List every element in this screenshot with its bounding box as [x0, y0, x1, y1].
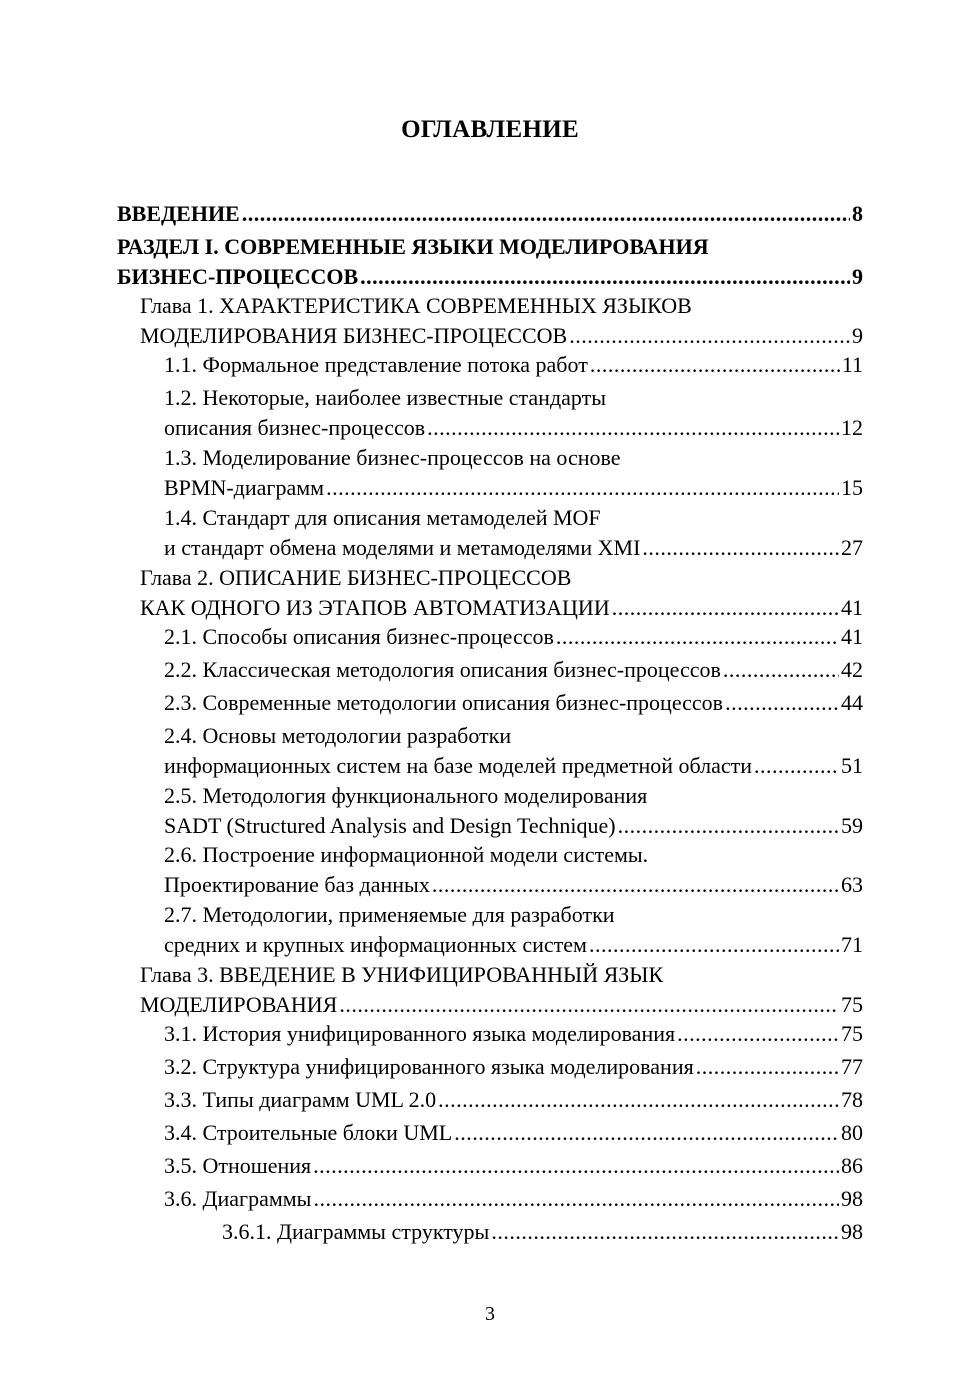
toc-leader-dots: [589, 930, 839, 960]
toc-entry-3-6[interactable]: [164, 1184, 863, 1214]
toc-leader-dots: [642, 533, 839, 563]
toc-entry-title: МОДЕЛИРОВАНИЯ БИЗНЕС-ПРОЦЕССОВ: [140, 323, 568, 348]
toc-page-number: 86: [841, 1153, 863, 1178]
toc-entry-1-4[interactable]: [164, 503, 863, 563]
toc-entry-title: 3.4. Строительные блоки UML: [164, 1120, 453, 1145]
toc-leader-dots: [590, 350, 840, 380]
toc-page-number: 15: [841, 475, 863, 500]
toc-entry-title: 3.1. История унифицированного языка моделирования: [164, 1021, 676, 1046]
toc-page-number: 63: [841, 872, 863, 897]
toc-entry-title: 2.3. Современные методологии описания бизнес-процессов: [164, 690, 724, 715]
toc-entry-chapter-3[interactable]: [140, 960, 863, 1020]
toc-entry-introduction[interactable]: [117, 199, 863, 229]
toc-page-number: 98: [841, 1219, 863, 1244]
toc-entry-title: МОДЕЛИРОВАНИЯ: [140, 992, 338, 1017]
toc-leader-dots: [326, 473, 839, 503]
toc-entry-title: SADT (Structured Analysis and Design Technique): [164, 813, 616, 838]
toc-page-number: 78: [841, 1087, 863, 1112]
toc-entry-title-line: 2.5. Методология функционального моделирования: [164, 783, 648, 808]
toc-entry-title: Проектирование баз данных: [164, 872, 430, 897]
toc-entry-title-line: РАЗДЕЛ I. СОВРЕМЕННЫЕ ЯЗЫКИ МОДЕЛИРОВАНИЯ: [117, 234, 709, 259]
toc-entry-3-5[interactable]: [164, 1151, 863, 1181]
toc-leader-dots: [754, 751, 839, 781]
toc-leader-dots: [725, 688, 839, 718]
toc-entry-title-line: 2.6. Построение информационной модели системы.: [164, 842, 649, 867]
toc-leader-dots: [360, 262, 850, 292]
toc-leader-dots: [339, 990, 839, 1020]
toc-entry-1-1[interactable]: [164, 350, 863, 380]
toc-entry-3-3[interactable]: [164, 1085, 863, 1115]
toc-entry-1-3[interactable]: [164, 443, 863, 503]
toc-page-number: 8: [852, 201, 863, 226]
toc-page-number: 41: [841, 595, 863, 620]
toc-entry-title: 3.3. Типы диаграмм UML 2.0: [164, 1087, 437, 1112]
toc-page-number: 59: [841, 813, 863, 838]
toc-entry-1-2[interactable]: [164, 383, 863, 443]
toc-entry-2-4[interactable]: [164, 721, 863, 781]
toc-entry-title-line: 2.4. Основы методологии разработки: [164, 723, 512, 748]
toc-page-number: 44: [841, 690, 863, 715]
toc-entry-title: описания бизнес-процессов: [164, 415, 426, 440]
toc-entry-title-line: 1.4. Стандарт для описания метамоделей MOF: [164, 505, 601, 530]
toc-leader-dots: [556, 622, 839, 652]
toc-leader-dots: [427, 413, 839, 443]
toc-entry-section-1[interactable]: [117, 232, 863, 292]
toc-entry-2-5[interactable]: [164, 781, 863, 841]
toc-entry-chapter-2[interactable]: [140, 563, 863, 623]
toc-entry-2-1[interactable]: [164, 622, 863, 652]
toc-page-number: 71: [841, 932, 863, 957]
toc-entry-3-4[interactable]: [164, 1118, 863, 1148]
toc-entry-title: информационных систем на базе моделей предметной области: [164, 753, 753, 778]
toc-page-number: 12: [841, 415, 863, 440]
toc-entry-2-2[interactable]: [164, 655, 863, 685]
toc-entry-chapter-1[interactable]: [140, 291, 863, 351]
toc-entry-3-2[interactable]: [164, 1052, 863, 1082]
toc-page-number: 80: [841, 1120, 863, 1145]
toc-entry-title: BPMN-диаграмм: [164, 475, 325, 500]
toc-entry-title: КАК ОДНОГО ИЗ ЭТАПОВ АВТОМАТИЗАЦИИ: [140, 595, 610, 620]
toc-entry-3-1[interactable]: [164, 1019, 863, 1049]
toc-leader-dots: [696, 1052, 839, 1082]
toc-entry-title: 3.6.1. Диаграммы структуры: [222, 1219, 490, 1244]
toc-leader-dots: [454, 1118, 839, 1148]
toc-page-number: 98: [841, 1186, 863, 1211]
toc-entry-title: 2.1. Способы описания бизнес-процессов: [164, 624, 554, 649]
toc-page-number: 11: [841, 352, 863, 377]
toc-entry-2-3[interactable]: [164, 688, 863, 718]
toc-leader-dots: [569, 321, 850, 351]
toc-leader-dots: [438, 1085, 839, 1115]
toc-entry-2-6[interactable]: [164, 840, 863, 900]
toc-leader-dots: [313, 1184, 839, 1214]
toc-page-number: 51: [841, 753, 863, 778]
toc-entry-title: БИЗНЕС-ПРОЦЕССОВ: [117, 264, 359, 289]
toc-page-number: 42: [841, 657, 863, 682]
toc-leader-dots: [313, 1151, 839, 1181]
toc-page-number: 75: [841, 1021, 863, 1046]
toc-leader-dots: [677, 1019, 839, 1049]
page-title: ОГЛАВЛЕНИЕ: [401, 116, 579, 143]
toc-leader-dots: [491, 1217, 839, 1247]
toc-entry-2-7[interactable]: [164, 900, 863, 960]
toc-leader-dots: [242, 199, 850, 229]
toc-entry-title: 3.6. Диаграммы: [164, 1186, 312, 1211]
toc-entry-title: ВВЕДЕНИЕ: [117, 201, 240, 226]
toc-leader-dots: [432, 870, 839, 900]
toc-entry-title-line: Глава 2. ОПИСАНИЕ БИЗНЕС-ПРОЦЕССОВ: [140, 565, 572, 590]
toc-entry-title: 2.2. Классическая методология описания бизнес-процессов: [164, 657, 721, 682]
toc-page-number: 9: [852, 323, 863, 348]
toc-entry-3-6-1[interactable]: [222, 1217, 863, 1247]
toc-entry-title: 3.2. Структура унифицированного языка моделирования: [164, 1054, 694, 1079]
toc-page-number: 27: [841, 535, 863, 560]
toc-entry-title: средних и крупных информационных систем: [164, 932, 587, 957]
toc-entry-title-line: Глава 3. ВВЕДЕНИЕ В УНИФИЦИРОВАННЫЙ ЯЗЫК: [140, 962, 664, 987]
page-number: 3: [485, 1303, 495, 1325]
toc-leader-dots: [723, 655, 839, 685]
toc-page-number: 9: [852, 264, 863, 289]
toc-entry-title-line: 2.7. Методологии, применяемые для разработки: [164, 902, 615, 927]
toc-entry-title-line: Глава 1. ХАРАКТЕРИСТИКА СОВРЕМЕННЫХ ЯЗЫКОВ: [140, 293, 692, 318]
toc-entry-title: и стандарт обмена моделями и метамоделями XMI: [164, 535, 641, 560]
toc-leader-dots: [612, 593, 839, 623]
toc-entry-title-line: 1.3. Моделирование бизнес-процессов на основе: [164, 445, 621, 470]
toc-entry-title-line: 1.2. Некоторые, наиболее известные стандарты: [164, 385, 607, 410]
toc-page-number: 77: [841, 1054, 863, 1079]
toc-leader-dots: [618, 811, 839, 841]
toc-entry-title: 1.1. Формальное представление потока работ: [164, 352, 588, 377]
toc-page-number: 75: [841, 992, 863, 1017]
toc-entry-title: 3.5. Отношения: [164, 1153, 312, 1178]
toc-page-number: 41: [841, 624, 863, 649]
